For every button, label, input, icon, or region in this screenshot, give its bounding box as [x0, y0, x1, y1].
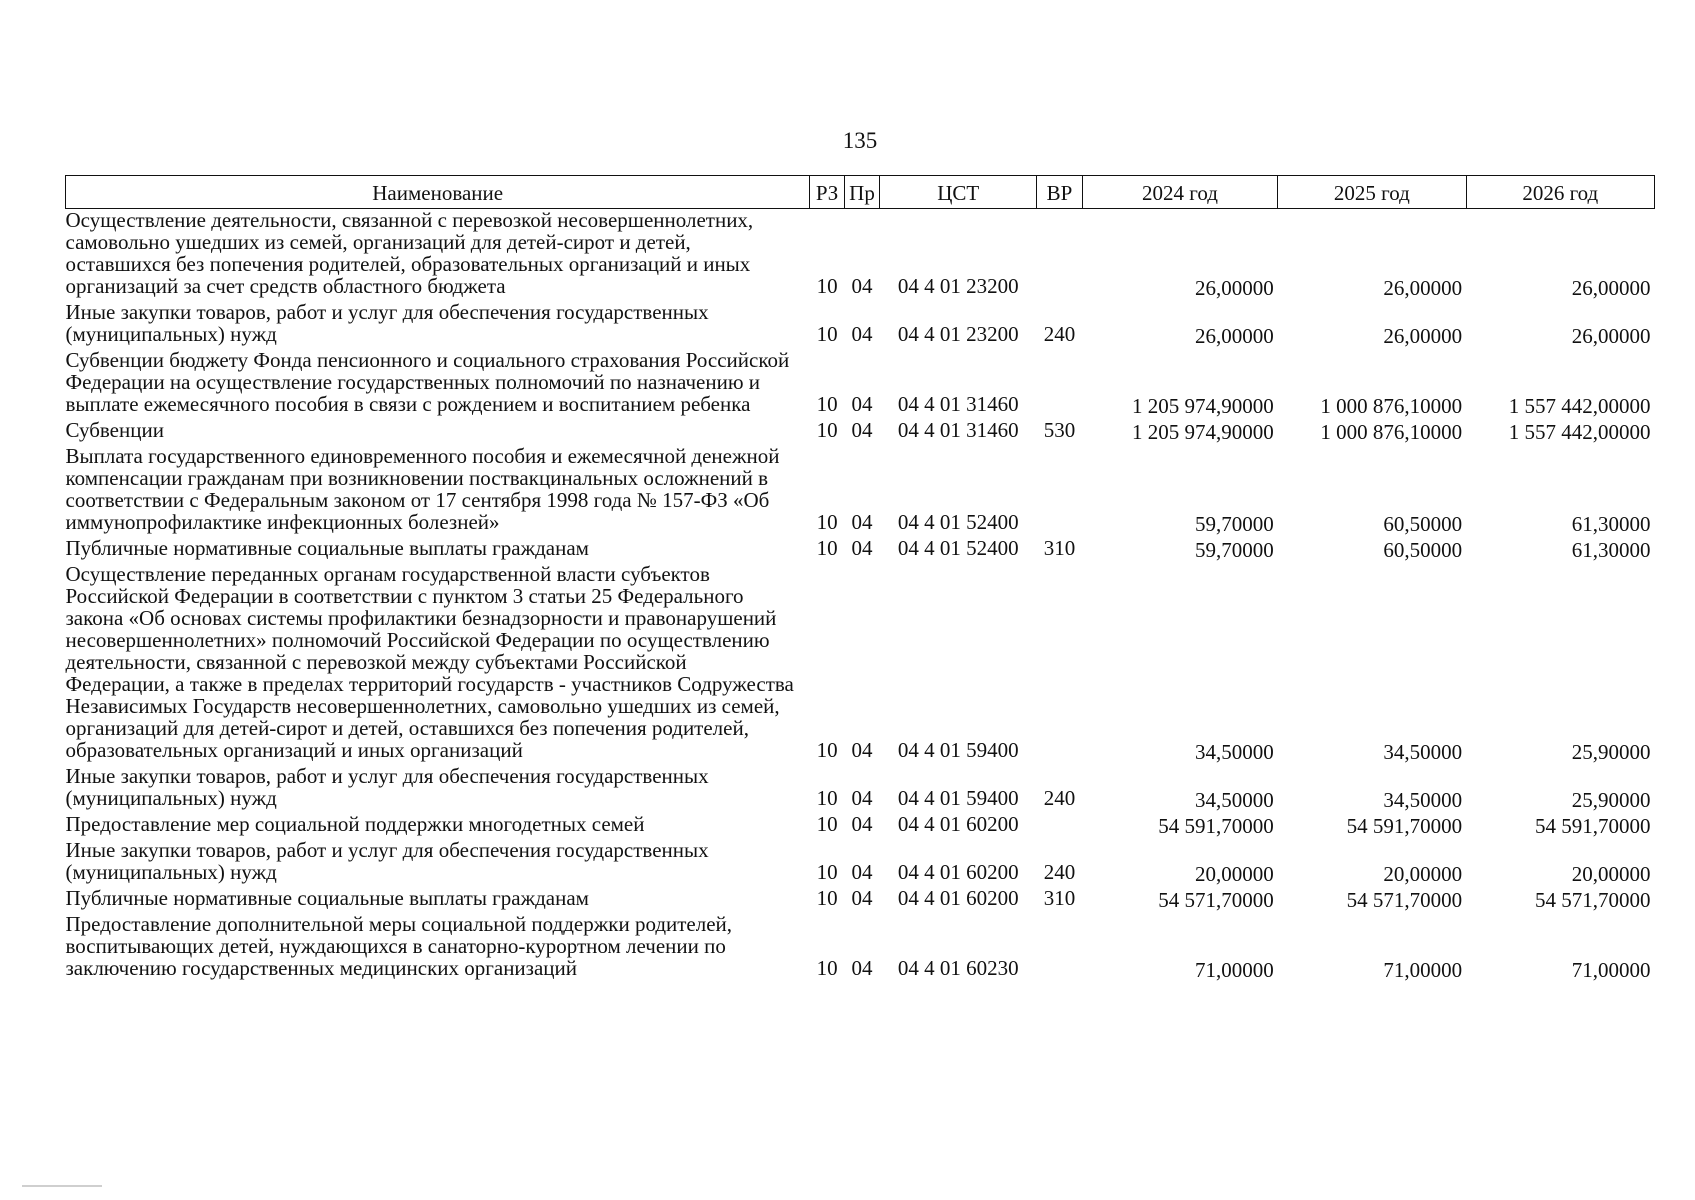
row-cst: 04 4 01 59400 — [897, 786, 1019, 810]
table-row — [66, 349, 1655, 419]
row-2024: 26,00000 — [1194, 324, 1274, 348]
table-row — [66, 537, 1655, 563]
header-2024: 2024 год — [1082, 176, 1277, 209]
table-row — [66, 563, 1655, 765]
row-2025: 26,00000 — [1383, 276, 1463, 300]
row-rz: 10 — [816, 812, 838, 836]
row-pr: 04 — [851, 274, 873, 298]
row-2026: 20,00000 — [1571, 862, 1651, 886]
row-pr: 04 — [851, 418, 873, 442]
table-row — [66, 913, 1655, 983]
row-pr: 04 — [851, 786, 873, 810]
row-2024: 54 591,70000 — [1158, 814, 1274, 838]
row-vr — [1037, 913, 1083, 983]
row-2025: 34,50000 — [1383, 788, 1463, 812]
row-name: Публичные нормативные социальные выплаты гражданам — [65, 886, 589, 910]
row-rz: 10 — [816, 956, 838, 980]
row-2026: 1 557 442,00000 — [1508, 420, 1651, 444]
row-pr: 04 — [851, 392, 873, 416]
row-vr — [1037, 813, 1083, 839]
table-row — [66, 419, 1655, 445]
row-2024: 26,00000 — [1194, 276, 1274, 300]
header-2026: 2026 год — [1466, 176, 1654, 209]
row-name: Выплата государственного единовременного пособия и ежемесячной денежной компенсации гражданам при возникновении поствакцинальных осложнений в соответствии с Федеральным законом от 17 сентября 1998 года № 157-ФЗ «Об иммунопрофилактике инфекционных болезней» — [65, 444, 780, 534]
row-rz: 10 — [816, 510, 838, 534]
row-name: Публичные нормативные социальные выплаты гражданам — [65, 536, 589, 560]
row-vr — [1037, 349, 1083, 419]
table-header-row — [66, 176, 1655, 209]
row-vr — [1037, 209, 1083, 302]
row-2025: 71,00000 — [1383, 958, 1463, 982]
row-pr: 04 — [851, 956, 873, 980]
row-2026: 26,00000 — [1571, 276, 1651, 300]
row-2026: 71,00000 — [1571, 958, 1651, 982]
table-row — [66, 301, 1655, 349]
row-name: Осуществление деятельности, связанной с перевозкой несовершеннолетних, самовольно ушедших из семей, организаций для детей-сирот и детей, оставшихся без попечения родителей, образовательных организаций и иных организаций за счет средств областного бюджета — [65, 208, 754, 298]
row-name: Иные закупки товаров, работ и услуг для обеспечения государственных (муниципальных) нужд — [65, 764, 709, 810]
row-cst: 04 4 01 23200 — [897, 322, 1019, 346]
row-2026: 25,90000 — [1571, 788, 1651, 812]
row-rz: 10 — [816, 392, 838, 416]
header-2025: 2025 год — [1278, 176, 1466, 209]
row-pr: 04 — [851, 536, 873, 560]
row-2024: 34,50000 — [1194, 740, 1274, 764]
row-cst: 04 4 01 31460 — [897, 392, 1019, 416]
row-name: Иные закупки товаров, работ и услуг для обеспечения государственных (муниципальных) нужд — [65, 838, 709, 884]
row-rz: 10 — [816, 536, 838, 560]
row-cst: 04 4 01 60230 — [897, 956, 1019, 980]
row-2024: 1 205 974,90000 — [1131, 420, 1274, 444]
row-name: Субвенции бюджету Фонда пенсионного и социального страхования Российской Федерации на осуществление государственных полномочий по назначению и выплате ежемесячного пособия в связи с рождением и воспитанием ребенка — [65, 348, 790, 416]
header-name: Наименование — [66, 176, 810, 209]
row-2025: 26,00000 — [1383, 324, 1463, 348]
row-rz: 10 — [816, 886, 838, 910]
row-vr: 240 — [1043, 322, 1076, 346]
row-rz: 10 — [816, 738, 838, 762]
row-2024: 59,70000 — [1194, 512, 1274, 536]
table-row — [66, 209, 1655, 302]
row-cst: 04 4 01 31460 — [897, 418, 1019, 442]
row-name: Субвенции — [65, 418, 164, 442]
row-rz: 10 — [816, 274, 838, 298]
row-2025: 1 000 876,10000 — [1320, 420, 1463, 444]
row-2024: 59,70000 — [1194, 538, 1274, 562]
row-name: Осуществление переданных органам государственной власти субъектов Российской Федерации в соответствии с пунктом 3 статьи 25 Федерального закона «Об основах системы профилактики безнадзорности и правонарушений несовершеннолетних» полномочий Российской Федерации по осуществлению деятельности, связанной с перевозкой между субъектами Российской Федерации, а также в пределах территорий государств - участников Содружества Независимых Государств несовершеннолетних, самовольно ушедших из семей, организаций для детей-сирот и детей, оставшихся без попечения родителей, образовательных организаций и иных организаций — [65, 562, 794, 762]
row-2026: 26,00000 — [1571, 324, 1651, 348]
row-pr: 04 — [851, 812, 873, 836]
row-2025: 1 000 876,10000 — [1320, 394, 1463, 418]
row-2024: 54 571,70000 — [1158, 888, 1274, 912]
table-row — [66, 839, 1655, 887]
row-2025: 54 591,70000 — [1346, 814, 1463, 838]
row-2026: 1 557 442,00000 — [1508, 394, 1651, 418]
row-vr: 310 — [1043, 536, 1076, 560]
row-cst: 04 4 01 60200 — [897, 886, 1019, 910]
row-vr — [1037, 563, 1083, 765]
row-2025: 34,50000 — [1383, 740, 1463, 764]
row-2024: 1 205 974,90000 — [1131, 394, 1274, 418]
row-vr: 240 — [1043, 786, 1076, 810]
header-cst: ЦСТ — [880, 176, 1037, 209]
table-row — [66, 765, 1655, 813]
row-2024: 34,50000 — [1194, 788, 1274, 812]
row-name: Иные закупки товаров, работ и услуг для обеспечения государственных (муниципальных) нужд — [65, 300, 709, 346]
row-2026: 25,90000 — [1571, 740, 1651, 764]
table-row — [66, 887, 1655, 913]
row-2026: 61,30000 — [1571, 512, 1651, 536]
row-vr: 530 — [1043, 418, 1076, 442]
row-name: Предоставление дополнительной меры социальной поддержки родителей, воспитывающих детей, нуждающихся в санаторно-курортном лечении по заключению государственных медицинских организаций — [65, 912, 733, 980]
row-2026: 61,30000 — [1571, 538, 1651, 562]
row-2025: 60,50000 — [1383, 538, 1463, 562]
row-pr: 04 — [851, 738, 873, 762]
row-pr: 04 — [851, 322, 873, 346]
row-rz: 10 — [816, 786, 838, 810]
row-2025: 20,00000 — [1383, 862, 1463, 886]
row-rz: 10 — [816, 860, 838, 884]
page-number: 135 — [842, 128, 878, 153]
row-pr: 04 — [851, 860, 873, 884]
header-rz: РЗ — [810, 176, 844, 209]
budget-table — [65, 175, 1655, 983]
row-cst: 04 4 01 52400 — [897, 536, 1019, 560]
header-vr: ВР — [1037, 176, 1083, 209]
row-vr: 310 — [1043, 886, 1076, 910]
row-2024: 71,00000 — [1194, 958, 1274, 982]
row-2026: 54 591,70000 — [1535, 814, 1651, 838]
row-cst: 04 4 01 23200 — [897, 274, 1019, 298]
row-vr: 240 — [1043, 860, 1076, 884]
table-row — [66, 445, 1655, 537]
row-pr: 04 — [851, 886, 873, 910]
row-cst: 04 4 01 59400 — [897, 738, 1019, 762]
table-row — [66, 813, 1655, 839]
header-pr: Пр — [844, 176, 879, 209]
row-cst: 04 4 01 60200 — [897, 860, 1019, 884]
scan-mark — [22, 1185, 102, 1187]
row-2024: 20,00000 — [1194, 862, 1274, 886]
row-2025: 54 571,70000 — [1346, 888, 1463, 912]
row-rz: 10 — [816, 322, 838, 346]
row-vr — [1037, 445, 1083, 537]
row-cst: 04 4 01 52400 — [897, 510, 1019, 534]
row-2025: 60,50000 — [1383, 512, 1463, 536]
row-name: Предоставление мер социальной поддержки многодетных семей — [65, 812, 645, 836]
row-pr: 04 — [851, 510, 873, 534]
row-2026: 54 571,70000 — [1535, 888, 1651, 912]
row-rz: 10 — [816, 418, 838, 442]
row-cst: 04 4 01 60200 — [897, 812, 1019, 836]
